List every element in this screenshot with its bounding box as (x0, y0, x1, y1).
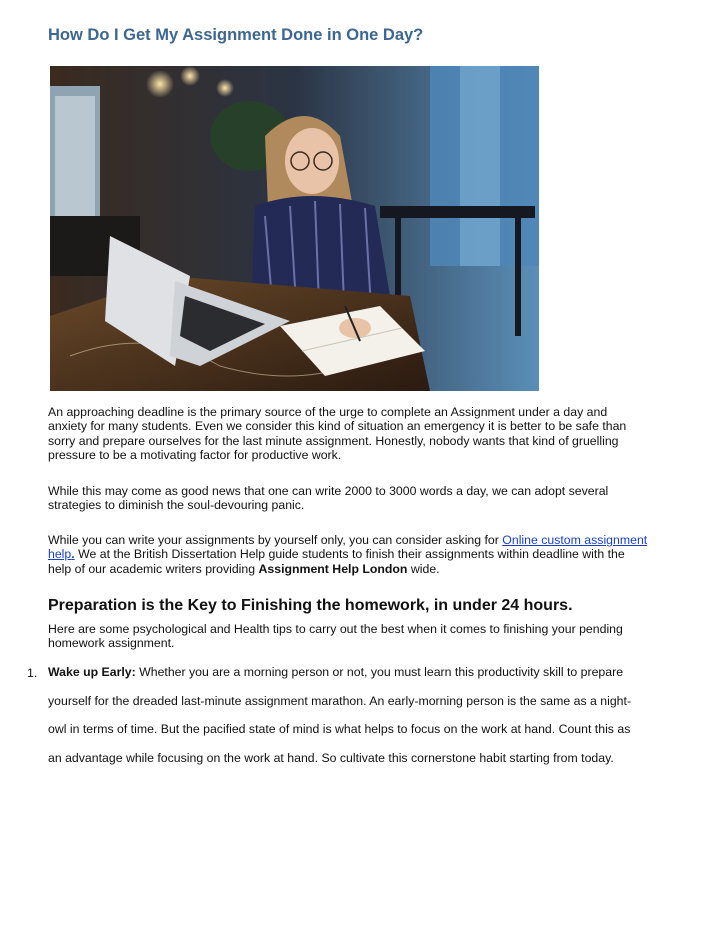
online-custom-assignment-help-link[interactable]: Online custom assignment help (48, 533, 648, 562)
help-paragraph-text-middle: We at the British Dissertation Help guide students to finish their assignments within deadline with the help of our academic writers providing (48, 547, 625, 576)
help-paragraph-text-end: wide. (407, 561, 440, 576)
section-heading: Preparation is the Key to Finishing the homework, in under 24 hours. (48, 597, 573, 614)
strategies-paragraph: While this may come as good news that one can write 2000 to 3000 words a day, we can adopt several strategies to diminish the soul-devouring panic. (48, 484, 609, 513)
list-item-body: Whether you are a morning person or not, you must learn this productivity skill to prepare yourself for the dreaded last-minute assignment marathon. An early-morning person is the same as a night-owl in terms of time. But the pacified state of mind is what helps to focus on the work at hand. Count this as an advantage while focusing on the work at hand. So cultivate this cornerstone habit starting from today. (48, 665, 632, 765)
section-intro: Here are some psychological and Health tips to carry out the best when it comes to finishing your pending homework assignment. (48, 622, 623, 651)
woman-writing-at-laptop-photo (50, 66, 539, 391)
list-item-text (48, 658, 643, 772)
link-period[interactable]: . (71, 547, 75, 562)
list-item-number: 1. (27, 666, 38, 680)
assignment-help-london-bold: Assignment Help London (258, 561, 408, 576)
help-paragraph-text-start: While you can write your assignments by yourself only, you can consider asking for (48, 533, 503, 547)
help-paragraph (48, 533, 648, 576)
intro-paragraph: An approaching deadline is the primary source of the urge to complete an Assignment under a day and anxiety for many students. Even we consider this kind of situation an emergency it is better to be safe than sorry and prepare ourselves for the last minute assignment. Honestly, nobody wants that kind of gruelling pressure to be a motivating factor for productive work. (48, 405, 627, 462)
page-title: How Do I Get My Assignment Done in One Day? (48, 26, 424, 44)
list-item-bold-lead: Wake up Early: (48, 665, 136, 679)
